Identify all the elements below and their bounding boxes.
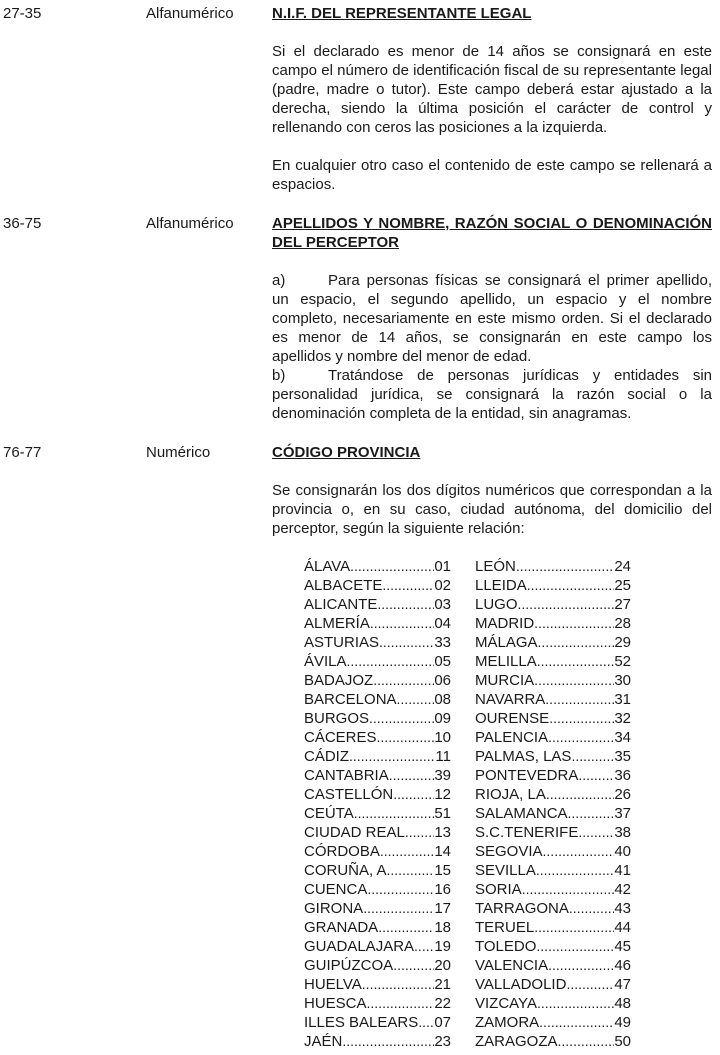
province-name: MADRID <box>475 615 535 632</box>
province-code: 40 <box>614 843 631 860</box>
province-row <box>475 690 631 709</box>
province-name: PALENCIA <box>475 729 549 746</box>
dot-leader <box>548 728 614 747</box>
province-row <box>475 576 631 595</box>
dot-leader <box>568 804 615 823</box>
dot-leader <box>539 1013 614 1032</box>
province-name: CEÚTA <box>304 805 354 822</box>
dot-leader <box>362 975 435 994</box>
province-name: CÁCERES <box>304 729 377 746</box>
province-row <box>475 956 631 975</box>
province-code: 50 <box>614 1033 631 1050</box>
province-code: 06 <box>434 672 451 689</box>
province-code: 14 <box>434 843 451 860</box>
field-paragraph: Si el declarado es menor de 14 años se consignará en este campo el número de identificación fiscal de su representante legal (padre, madre o tutor). Este campo deberá estar ajustado a la derecha, siendo la última posición el carácter de control y rellenando con ceros las posiciones a la izquierda. <box>272 43 712 136</box>
field-type: Numérico <box>146 444 211 461</box>
dot-leader <box>382 576 434 595</box>
province-code: 27 <box>614 596 631 613</box>
province-name: GUADALAJARA <box>304 938 415 955</box>
province-code: 04 <box>434 615 451 632</box>
dot-leader <box>377 728 435 747</box>
province-name: SALAMANCA <box>475 805 568 822</box>
field-heading: CÓDIGO PROVINCIA <box>272 444 421 461</box>
province-code: 24 <box>614 558 631 575</box>
dot-leader <box>347 652 435 671</box>
province-row <box>304 861 451 880</box>
province-name: SORIA <box>475 881 522 898</box>
province-name: ALMERÍA <box>304 615 370 632</box>
province-row <box>304 804 451 823</box>
province-row <box>304 747 451 766</box>
dot-leader <box>397 690 435 709</box>
province-name: ÁLAVA <box>304 558 351 575</box>
province-name: VALLADOLID <box>475 976 567 993</box>
province-row <box>475 975 631 994</box>
dot-leader <box>536 861 614 880</box>
province-code: 51 <box>434 805 451 822</box>
province-name: CIUDAD REAL <box>304 824 405 841</box>
dot-leader <box>543 842 615 861</box>
province-name: JAÉN <box>304 1033 343 1050</box>
dot-leader <box>354 804 435 823</box>
province-name: ALICANTE <box>304 596 378 613</box>
item-text: Tratándose de personas jurídicas y entidades sin personalidad jurídica, se consignará la razón social o la denominación completa de la entidad, sin anagramas. <box>272 367 712 422</box>
province-name: TERUEL <box>475 919 535 936</box>
province-name: CORUÑA, A <box>304 862 387 879</box>
dot-leader <box>522 880 615 899</box>
province-name: ALBACETE <box>304 577 383 594</box>
province-row <box>304 918 451 937</box>
province-code: 41 <box>614 862 631 879</box>
province-name: ZARAGOZA <box>475 1033 558 1050</box>
province-row <box>304 899 451 918</box>
province-code: 08 <box>434 691 451 708</box>
field-position: 27-35 <box>3 5 42 22</box>
province-code: 02 <box>434 577 451 594</box>
province-name: PONTEVEDRA <box>475 767 579 784</box>
province-row <box>304 671 451 690</box>
dot-leader <box>370 614 434 633</box>
field-paragraph: En cualquier otro caso el contenido de este campo se rellenará a espacios. <box>272 157 712 193</box>
province-code: 29 <box>614 634 631 651</box>
province-code: 47 <box>614 976 631 993</box>
province-name: CÁDIZ <box>304 748 349 765</box>
province-row <box>304 880 451 899</box>
province-row <box>304 633 451 652</box>
dot-leader <box>380 842 434 861</box>
province-name: SEGOVIA <box>475 843 543 860</box>
dot-leader <box>389 766 435 785</box>
province-row <box>304 842 451 861</box>
field-heading: N.I.F. DEL REPRESENTANTE LEGAL <box>272 5 532 22</box>
province-row <box>475 880 631 899</box>
province-row <box>304 614 451 633</box>
province-row <box>304 937 451 956</box>
dot-leader <box>537 652 615 671</box>
dot-leader <box>545 690 614 709</box>
province-code: 09 <box>434 710 451 727</box>
province-name: GIRONA <box>304 900 364 917</box>
province-name: MÁLAGA <box>475 634 538 651</box>
dot-leader <box>414 937 434 956</box>
dot-leader <box>363 899 434 918</box>
dot-leader <box>342 1032 434 1051</box>
province-row <box>475 595 631 614</box>
province-name: HUESCA <box>304 995 367 1012</box>
dot-leader <box>534 671 614 690</box>
province-row <box>304 785 451 804</box>
dot-leader <box>393 785 434 804</box>
dot-leader <box>516 557 614 576</box>
dot-leader <box>350 557 434 576</box>
province-column-right <box>475 557 631 1051</box>
province-name: BURGOS <box>304 710 370 727</box>
province-name: VIZCAYA <box>475 995 537 1012</box>
province-code: 03 <box>434 596 451 613</box>
list-item <box>272 271 712 366</box>
province-row <box>304 557 451 576</box>
dot-leader <box>527 576 615 595</box>
dot-leader <box>418 1013 434 1032</box>
province-row <box>475 557 631 576</box>
dot-leader <box>578 766 614 785</box>
province-code: 10 <box>434 729 451 746</box>
field-apellidos-nombre <box>0 214 720 424</box>
dot-leader <box>549 709 614 728</box>
province-code: 07 <box>434 1014 451 1031</box>
province-row <box>475 709 631 728</box>
dot-leader <box>518 595 615 614</box>
province-code: 36 <box>614 767 631 784</box>
province-row <box>475 747 631 766</box>
province-row <box>475 671 631 690</box>
province-name: PALMAS, LAS <box>475 748 572 765</box>
province-row <box>475 861 631 880</box>
province-row <box>475 633 631 652</box>
province-code: 38 <box>614 824 631 841</box>
province-row <box>475 785 631 804</box>
province-code: 23 <box>434 1033 451 1050</box>
province-name: CUENCA <box>304 881 368 898</box>
province-name: SEVILLA <box>475 862 536 879</box>
province-name: TARRAGONA <box>475 900 569 917</box>
province-row <box>475 899 631 918</box>
province-name: S.C.TENERIFE <box>475 824 579 841</box>
province-row <box>304 690 451 709</box>
item-marker: b) <box>272 367 286 384</box>
province-code: 35 <box>614 748 631 765</box>
province-name: GRANADA <box>304 919 379 936</box>
province-row <box>304 994 451 1013</box>
province-code: 46 <box>614 957 631 974</box>
province-code: 44 <box>614 919 631 936</box>
province-row <box>304 1013 451 1032</box>
province-code: 13 <box>434 824 451 841</box>
province-code: 28 <box>614 615 631 632</box>
province-code: 39 <box>434 767 451 784</box>
dot-leader <box>393 956 434 975</box>
province-code: 11 <box>435 748 451 765</box>
province-name: CANTABRIA <box>304 767 389 784</box>
dot-leader <box>367 880 434 899</box>
province-code: 19 <box>434 938 451 955</box>
province-row <box>475 652 631 671</box>
dot-leader <box>548 956 614 975</box>
province-row <box>475 994 631 1013</box>
dot-leader <box>536 937 614 956</box>
field-codigo-provincia <box>0 443 720 553</box>
province-row <box>304 956 451 975</box>
field-position: 76-77 <box>3 444 42 461</box>
province-name: ÁVILA <box>304 653 347 670</box>
province-name: OURENSE <box>475 710 550 727</box>
province-row <box>475 937 631 956</box>
dot-leader <box>534 614 614 633</box>
province-name: LLEIDA <box>475 577 527 594</box>
province-code: 18 <box>434 919 451 936</box>
province-code: 34 <box>614 729 631 746</box>
province-name: NAVARRA <box>475 691 546 708</box>
province-row <box>475 1032 631 1051</box>
dot-leader <box>569 899 614 918</box>
province-name: ASTURIAS <box>304 634 380 651</box>
province-row <box>475 804 631 823</box>
province-code: 15 <box>434 862 451 879</box>
province-code: 17 <box>434 900 451 917</box>
province-code: 20 <box>434 957 451 974</box>
province-code: 25 <box>614 577 631 594</box>
field-type: Alfanumérico <box>146 5 234 22</box>
province-code: 33 <box>434 634 451 651</box>
dot-leader <box>373 671 434 690</box>
field-position: 36-75 <box>3 215 42 232</box>
province-code: 16 <box>434 881 451 898</box>
province-name: CÓRDOBA <box>304 843 380 860</box>
province-code: 30 <box>614 672 631 689</box>
dot-leader <box>387 861 435 880</box>
province-row <box>304 595 451 614</box>
province-name: BARCELONA <box>304 691 397 708</box>
list-item <box>272 366 712 423</box>
province-name: ILLES BALEARS <box>304 1014 419 1031</box>
province-row <box>304 1032 451 1051</box>
province-row <box>304 576 451 595</box>
province-code: 26 <box>614 786 631 803</box>
province-name: BADAJOZ <box>304 672 374 689</box>
field-type: Alfanumérico <box>146 215 234 232</box>
province-code: 43 <box>614 900 631 917</box>
province-row <box>475 614 631 633</box>
province-code: 42 <box>614 881 631 898</box>
province-name: CASTELLÓN <box>304 786 394 803</box>
item-marker: a) <box>272 272 286 289</box>
province-name: LUGO <box>475 596 518 613</box>
province-row <box>475 728 631 747</box>
item-text: Para personas físicas se consignará el primer apellido, un espacio, el segundo apellido, un espacio y el nombre completo, necesariamente en este mismo orden. Si el declarado es menor de 14 años, se consignarán en este campo los apellidos y nombre del menor de edad. <box>272 272 712 365</box>
province-code: 01 <box>434 558 451 575</box>
province-name: ZAMORA <box>475 1014 540 1031</box>
province-name: GUIPÚZCOA <box>304 957 394 974</box>
province-code: 22 <box>434 995 451 1012</box>
province-name: VALENCIA <box>475 957 549 974</box>
field-item-list <box>272 271 712 423</box>
dot-leader <box>571 747 614 766</box>
province-row <box>475 1013 631 1032</box>
province-code: 49 <box>614 1014 631 1031</box>
province-row <box>475 918 631 937</box>
province-row <box>475 842 631 861</box>
dot-leader <box>405 823 434 842</box>
dot-leader <box>367 994 435 1013</box>
dot-leader <box>546 785 614 804</box>
field-nif-representante <box>0 4 720 194</box>
province-code: 05 <box>434 653 451 670</box>
field-heading: APELLIDOS Y NOMBRE, RAZÓN SOCIAL O DENOMINACIÓN DEL PERCEPTOR <box>272 215 712 251</box>
province-code: 31 <box>614 691 631 708</box>
province-row <box>304 652 451 671</box>
dot-leader <box>349 747 435 766</box>
province-code: 32 <box>614 710 631 727</box>
dot-leader <box>379 633 434 652</box>
dot-leader <box>538 633 615 652</box>
province-code: 48 <box>614 995 631 1012</box>
dot-leader <box>537 994 614 1013</box>
province-code: 37 <box>614 805 631 822</box>
province-name: HUELVA <box>304 976 362 993</box>
dot-leader <box>534 918 614 937</box>
province-code: 12 <box>434 786 451 803</box>
province-row <box>304 975 451 994</box>
province-code: 52 <box>614 653 631 670</box>
dot-leader <box>378 918 434 937</box>
province-row <box>304 728 451 747</box>
province-name: MURCIA <box>475 672 535 689</box>
province-code: 21 <box>434 976 451 993</box>
province-row <box>475 823 631 842</box>
dot-leader <box>578 823 614 842</box>
dot-leader <box>566 975 614 994</box>
province-column-left <box>304 557 451 1051</box>
dot-leader <box>377 595 434 614</box>
province-name: MELILLA <box>475 653 537 670</box>
province-name: LEÓN <box>475 558 516 575</box>
province-name: RIOJA, LA <box>475 786 546 803</box>
province-name: TOLEDO <box>475 938 537 955</box>
field-paragraph: Se consignarán los dos dígitos numéricos que correspondan a la provincia o, en su caso, ciudad autónoma, del domicilio del perceptor, según la siguiente relación: <box>272 482 712 537</box>
province-row <box>304 823 451 842</box>
province-row <box>475 766 631 785</box>
province-row <box>304 709 451 728</box>
province-code: 45 <box>614 938 631 955</box>
dot-leader <box>558 1032 615 1051</box>
province-row <box>304 766 451 785</box>
dot-leader <box>369 709 434 728</box>
